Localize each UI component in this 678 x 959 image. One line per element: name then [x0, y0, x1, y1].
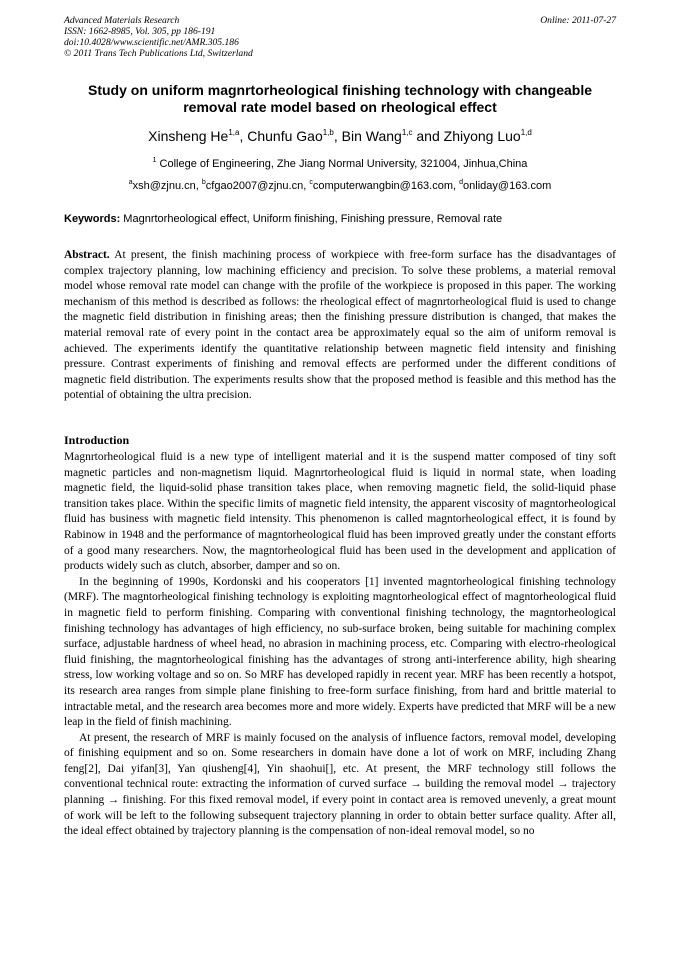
author-name: Bin Wang — [341, 128, 402, 144]
affiliation-superscript: 1 — [152, 157, 157, 164]
journal-name: Advanced Materials Research — [64, 15, 180, 26]
intro-paragraph: In the beginning of 1990s, Kordonski and his cooperators [1] invented magntorheological finishing technology (MRF). The magntorheological finishing technology is exploiting magntorheological effect of magntorheological fluid in magnetic field to perform finishing. Comparing with conventional finishing technology, the magntorheological finishing technology has advantages of high efficiency, no sub-surface broken, being suitable for machining complex surface, adjustable hardness of wheel head, no abrasion in machining process, etc. Comparing with electro-rheological fluid finishing, the magntorheological finishing has the advantages of strong anti-interference ability, high shearing stress, low working voltage and so on. So MRF has developed rapidly in recent year. MRF has been recently a hotspot, its research area ranges from simple plane finishing to free-form surface finishing, from hard and brittle material to intractable metal, and the research area becomes more and more widely. Experts have predicted that MRF will be a new leap in the field of finish machining. — [64, 575, 616, 729]
affiliation — [64, 157, 616, 171]
keywords-text: Magnrtorheological effect, Uniform finishing, Finishing pressure, Removal rate — [120, 213, 503, 225]
author-superscript: 1,a — [228, 128, 240, 137]
author-name: Chunfu Gao — [247, 128, 323, 144]
email-superscript: b — [201, 179, 206, 186]
copyright-line: © 2011 Trans Tech Publications Ltd, Switzerland — [64, 48, 253, 59]
author-separator: , — [239, 128, 248, 144]
doi-line: doi:10.4028/www.scientific.net/AMR.305.186 — [64, 37, 239, 48]
author-list — [64, 127, 616, 145]
affiliation-text: College of Engineering, Zhe Jiang Normal University, 321004, Jinhua,China — [156, 158, 528, 170]
author-name: Xinsheng He — [148, 128, 229, 144]
author-separator: , — [333, 128, 342, 144]
email-superscript: c — [309, 179, 313, 186]
paper-title: Study on uniform magnrtorheological finishing technology with changeable removal rate model based on rheological effect — [87, 82, 593, 115]
journal-header — [64, 15, 616, 59]
abstract-label: Abstract. — [64, 249, 110, 261]
issn-line: ISSN: 1662-8985, Vol. 305, pp 186-191 — [64, 26, 216, 37]
email-superscript: d — [459, 179, 464, 186]
email-address: xsh@zjnu.cn — [132, 180, 196, 192]
intro-paragraph: At present, the research of MRF is mainly focused on the analysis of influence factors, removal model, developing of finishing equipment and so on. Some researchers in domain have done a lot of work on MRF, including Zhang feng[2], Dai yifan[3], Yan qiusheng[4], Yin shaohui[], etc. At present, the MRF technology still follows the conventional technical route: extracting the information of curved surface → building the removal model → trajectory planning → finishing. For this fixed removal model, if every point in contact area is removed unevenly, a great mount of work will be left to the following subsequent trajectory planning in order to obtain better surface quality. After all, the ideal effect obtained by trajectory planning is the compensation of non-ideal removal model, so no — [64, 731, 616, 838]
online-date: Online: 2011-07-27 — [540, 15, 616, 26]
email-address: cfgao2007@zjnu.cn — [205, 180, 304, 192]
abstract-paragraph — [64, 248, 616, 404]
keywords-section — [64, 212, 616, 226]
email-address: computerwangbin@163.com — [312, 180, 454, 192]
email-superscript: a — [128, 179, 133, 186]
author-superscript: 1,d — [520, 128, 532, 137]
keywords-label: Keywords: — [64, 213, 121, 225]
intro-paragraph: Magnrtorheological fluid is a new type of intelligent material and it is the suspend matter composed of tiny soft magnetic particles and non-magnetism liquid. Magnrtorheological fluid is liquid in normal state, when loading magnetic field, the liquid-solid phase transition takes place, when removing magnetic field, the solid-liquid phase transition takes place. Within the specific limits of magnetic field intensity, the apparent viscosity of magntorheological fluid has business with magnetic field intensity. This phenomenon is called magntorheological effect, it is found by Rabinow in 1948 and the performance of magntorheological fluid has been improved greatly under the constant efforts of a good many researchers. Now, the magntorheological fluid has been used in the development and application of products widely such as clutch, absorber, damper and so on. — [64, 451, 616, 573]
author-superscript: 1,c — [401, 128, 413, 137]
email-list: $^a$xsh@zjnu.cn, $^b$cfgao2007@zjnu.cn, $^c$computerwangbin@163.com, $^d$onliday@163.com — [128, 179, 552, 192]
abstract-text: At present, the finish machining process of workpiece with free-form surface has the disadvantages of complex trajectory planning, low machining efficiency and precision. To solve these problems, a material removal model whose removal rate model can change with the profile of the workpiece is proposed in this paper. The working mechanism of this method is described as follows: the rheological effect of magnrtorheological fluid is used to change the magnetic field distribution in finishing areas; then the finishing pressure distribution is changed, that makes the material removal rate of every point in the contact area be approximately equal so the aim of uniform removal is achieved. The experiments identify the quantitative relationship between magnetic field intensity and finishing pressure. Contrast experiments of finishing and removal effects are performed under the different conditions of magnetic field distribution. The experiments results show that the proposed method is feasible and this method has the potential of obtaining the ultra precision. — [64, 249, 616, 402]
author-superscript: 1,b — [322, 128, 334, 137]
author-separator: and — [412, 128, 444, 144]
section-heading-introduction: Introduction — [64, 433, 130, 447]
email-address: onliday@163.com — [463, 180, 552, 192]
introduction-body — [64, 450, 616, 840]
author-name: Zhiyong Luo — [443, 128, 521, 144]
